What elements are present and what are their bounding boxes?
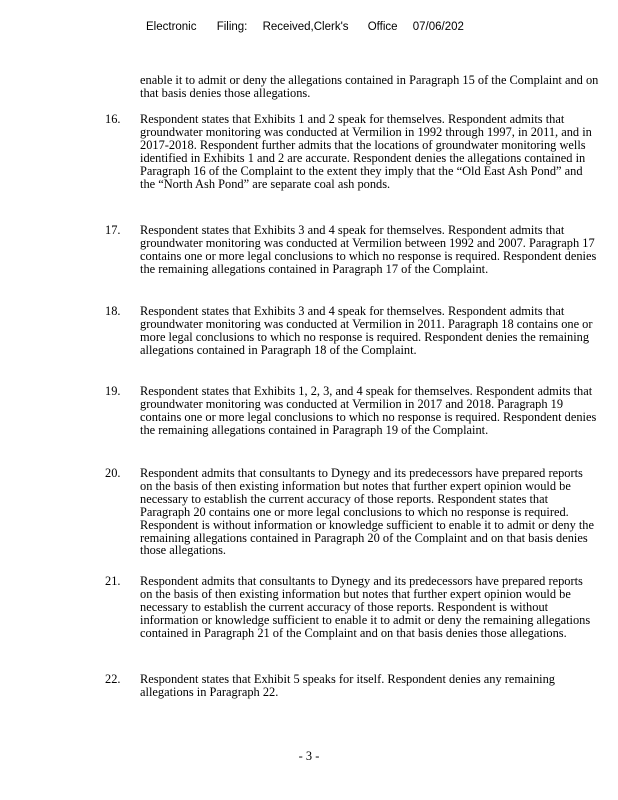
paragraph-number: 18.	[105, 304, 121, 318]
paragraph-text: Respondent admits that consultants to Dynegy and its predecessors have prepared reports on the basis of then existing information but notes that further expert opinion would be necessary to establish the current accuracy of those reports. Respondent states that Paragraph 20 contains one or more legal conclusions to which no response is required. Respondent is without information or knowledge sufficient to enable it to admit or deny the remaining allegations contained in Paragraph 20 of the Complaint and on that basis denies those allegations.	[140, 466, 595, 558]
paragraph-number: 22.	[105, 672, 121, 686]
continuation-text: enable it to admit or deny the allegations contained in Paragraph 15 of the Complaint and on that basis denies those allegations.	[140, 73, 599, 100]
paragraph-text: Respondent states that Exhibit 5 speaks for itself. Respondent denies any remaining allegations in Paragraph 22.	[140, 672, 556, 699]
header-office: Office	[367, 21, 398, 33]
paragraph-number: 19.	[105, 384, 121, 398]
paragraph-text: Respondent admits that consultants to Dynegy and its predecessors have prepared reports on the basis of then existing information but notes that further expert opinion would be necessary to establish the current accuracy of those reports. Respondent is without information or knowledge sufficient to enable it to admit or deny the remaining allegations contained in Paragraph 21 of the Complaint and on that basis denies those allegations.	[140, 574, 591, 640]
paragraph-text: Respondent states that Exhibits 3 and 4 speak for themselves. Respondent admits that groundwater monitoring was conducted at Vermilion in 2011. Paragraph 18 contains one or more legal conclusions to which no response is required. Respondent denies the remaining allegations contained in Paragraph 18 of the Complaint.	[140, 304, 593, 357]
paragraph-text: Respondent states that Exhibits 3 and 4 speak for themselves. Respondent admits that groundwater monitoring was conducted at Vermilion between 1992 and 2007. Paragraph 17 contains one or more legal conclusions to which no response is required. Respondent denies the remaining allegations contained in Paragraph 17 of the Complaint.	[140, 223, 597, 276]
page-number: - 3 -	[298, 749, 320, 763]
header-filing: Filing:	[216, 21, 248, 33]
paragraph-number: 16.	[105, 112, 121, 126]
header-date: 07/06/202	[412, 21, 464, 33]
filing-stamp-header	[146, 21, 464, 33]
header-electronic: Electronic	[146, 21, 197, 33]
paragraph-text: Respondent states that Exhibits 1, 2, 3, and 4 speak for themselves. Respondent admits that groundwater monitoring was conducted at Vermilion in 2017 and 2018. Paragraph 19 contains one or more legal conclusions to which no response is required. Respondent denies the remaining allegations contained in Paragraph 19 of the Complaint.	[140, 384, 597, 437]
header-received: Received,Clerk's	[262, 21, 349, 33]
paragraph-number: 21.	[105, 574, 121, 588]
paragraph-number: 20.	[105, 466, 121, 480]
paragraph-number: 17.	[105, 223, 121, 237]
paragraph-text: Respondent states that Exhibits 1 and 2 speak for themselves. Respondent admits that groundwater monitoring was conducted at Vermilion in 1992 through 1997, in 2011, and in 2017-2018. Respondent further admits that the locations of groundwater monitoring wells identified in Exhibits 1 and 2 are accurate. Respondent denies the allegations contained in Paragraph 16 of the Complaint to the extent they imply that the “Old East Ash Pond” and the “North Ash Pond” are separate coal ash ponds.	[140, 112, 592, 191]
